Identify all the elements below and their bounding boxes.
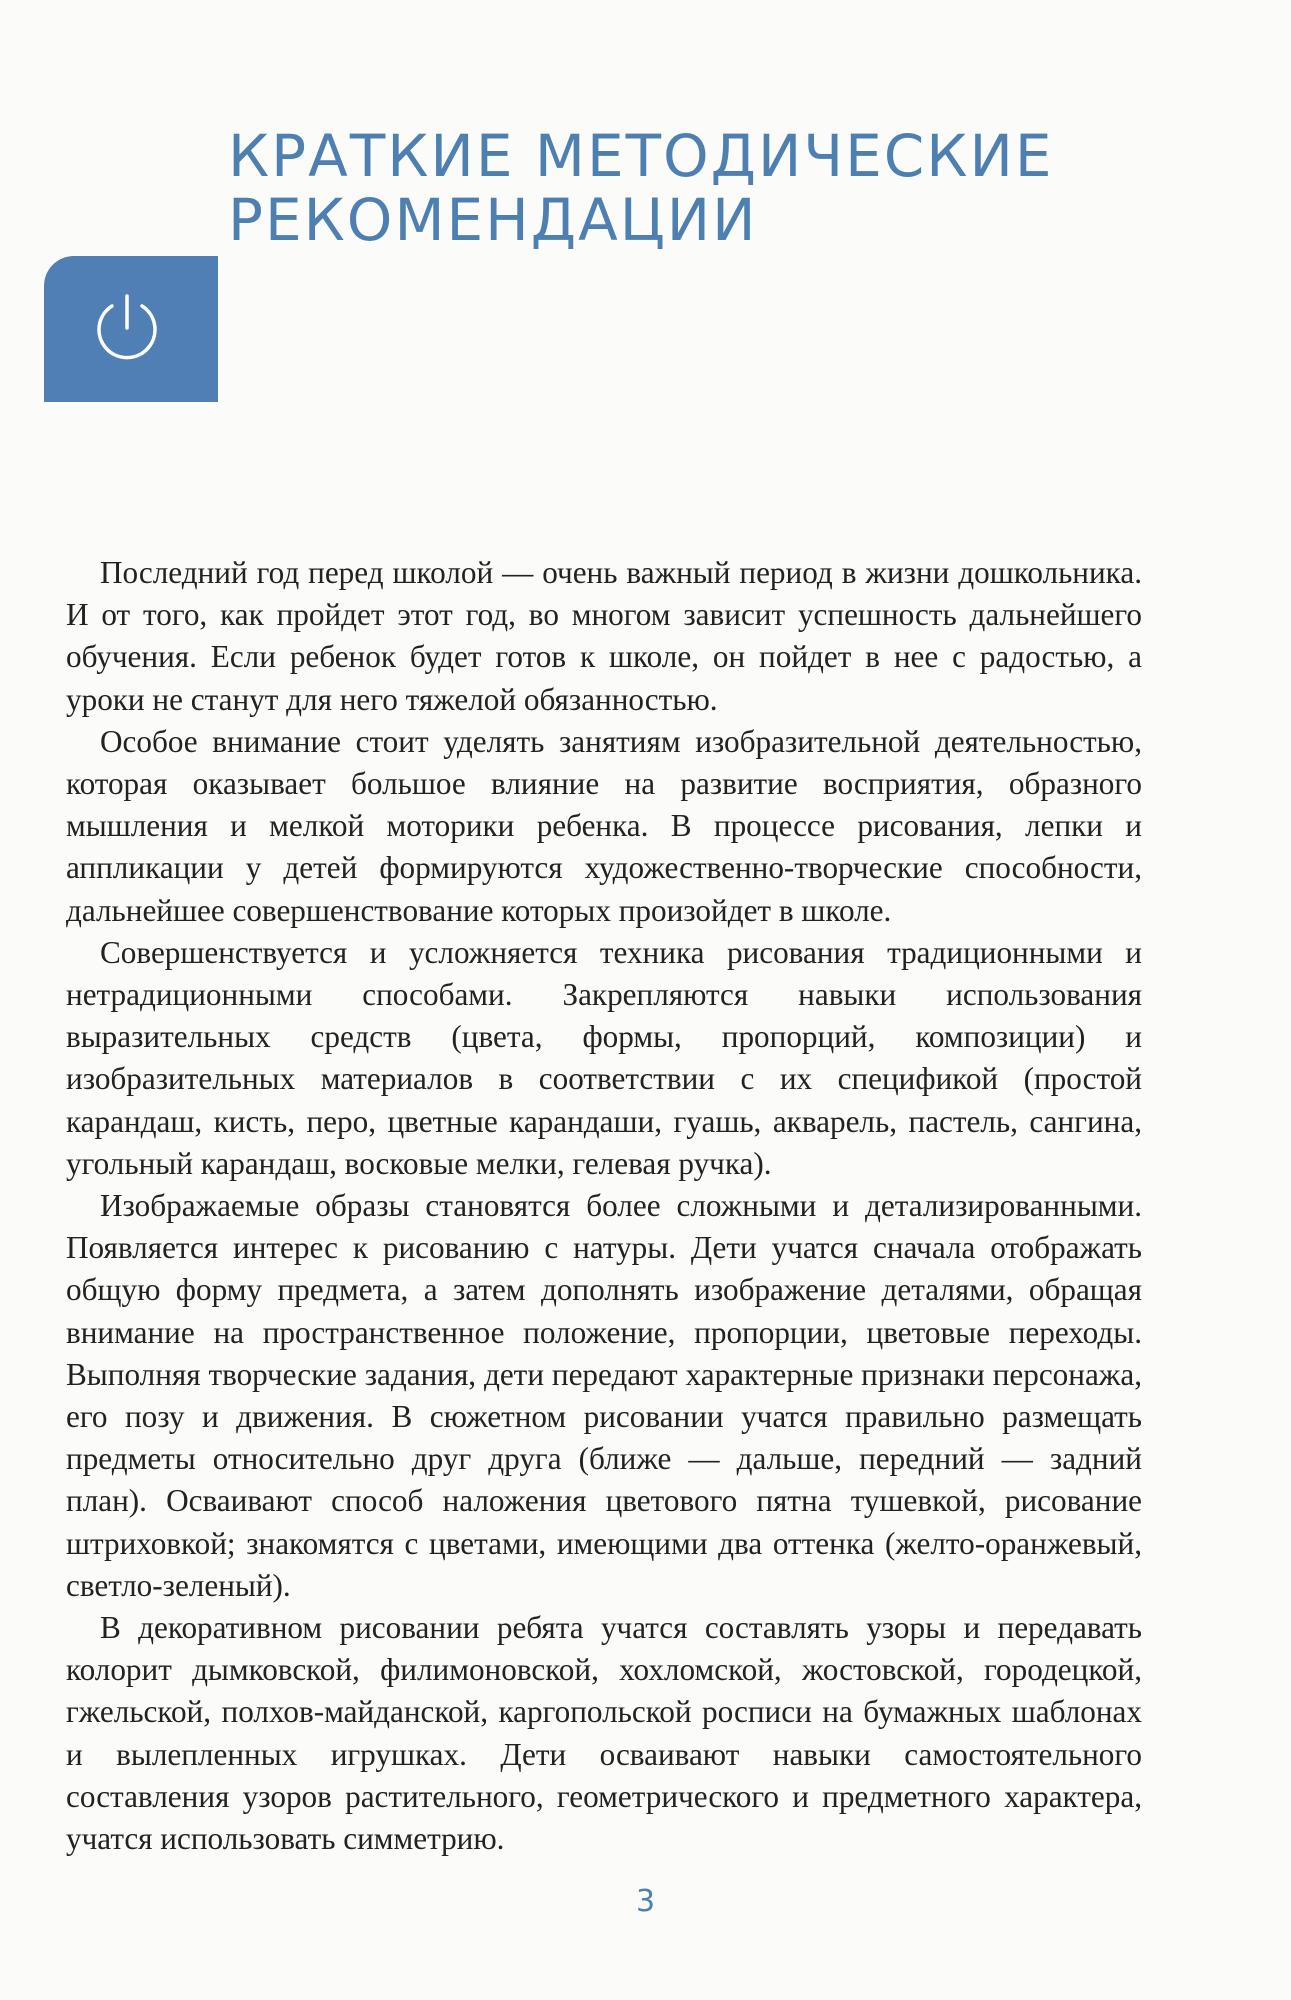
- power-icon: [84, 284, 170, 370]
- paragraph-1: Последний год перед школой — очень важный период в жизни дошкольника. И от того, как пройдет этот год, во многом зависит успешность дальнейшего обучения. Если ребенок будет готов к школе, он пойдет в нее с радостью, а уроки не станут для него тяжелой обязанностью.: [66, 555, 1142, 717]
- page-number: 3: [635, 1884, 656, 1919]
- page-title: [228, 124, 1054, 252]
- body-text: [66, 552, 1142, 1860]
- page-title-line-1: КРАТКИЕ МЕТОДИЧЕСКИЕ: [228, 122, 1054, 190]
- paragraph-2: Особое внимание стоит уделять занятиям изобразительной деятельностью, которая оказывает большое влияние на развитие восприятия, образного мышления и мелкой моторики ребенка. В процессе рисования, лепки и аппликации у детей формируются художественно-творческие способности, дальнейшее совершенствование которых произойдет в школе.: [66, 723, 1142, 928]
- paragraph-4: Изображаемые образы становятся более сложными и детализированными. Появляется интерес к рисованию с натуры. Дети учатся сначала отображать общую форму предмета, а затем дополнять изображение деталями, обращая внимание на пространственное положение, пропорции, цветовые переходы. Выполняя творческие задания, дети передают характерные признаки персонажа, его позу и движения. В сюжетном рисовании учатся правильно размещать предметы относительно друг друга (ближе — дальше, передний — задний план). Осваивают способ наложения цветового пятна тушевкой, рисование штриховкой; знакомятся с цветами, имеющими два оттенка (желто-оранжевый, светло-зеленый).: [66, 1188, 1142, 1603]
- paragraph-3: Совершенствуется и усложняется техника рисования традиционными и нетрадиционными способами. Закрепляются навыки использования выразительных средств (цвета, формы, пропорций, композиции) и изобразительных материалов в соответствии с их спецификой (простой карандаш, кисть, перо, цветные карандаши, гуашь, акварель, пастель, сангина, угольный карандаш, восковые мелки, гелевая ручка).: [66, 934, 1142, 1181]
- paragraph-5: В декоративном рисовании ребята учатся составлять узоры и передавать колорит дымковской, филимоновской, хохломской, жостовской, городецкой, гжельской, полхов-майданской, каргопольской росписи на бумажных шаблонах и вылепленных игрушках. Дети осваивают навыки самостоятельного составления узоров растительного, геометрического и предметного характера, учатся использовать симметрию.: [66, 1610, 1142, 1857]
- page-title-line-2: РЕКОМЕНДАЦИИ: [228, 186, 758, 254]
- section-icon-box: [44, 256, 218, 402]
